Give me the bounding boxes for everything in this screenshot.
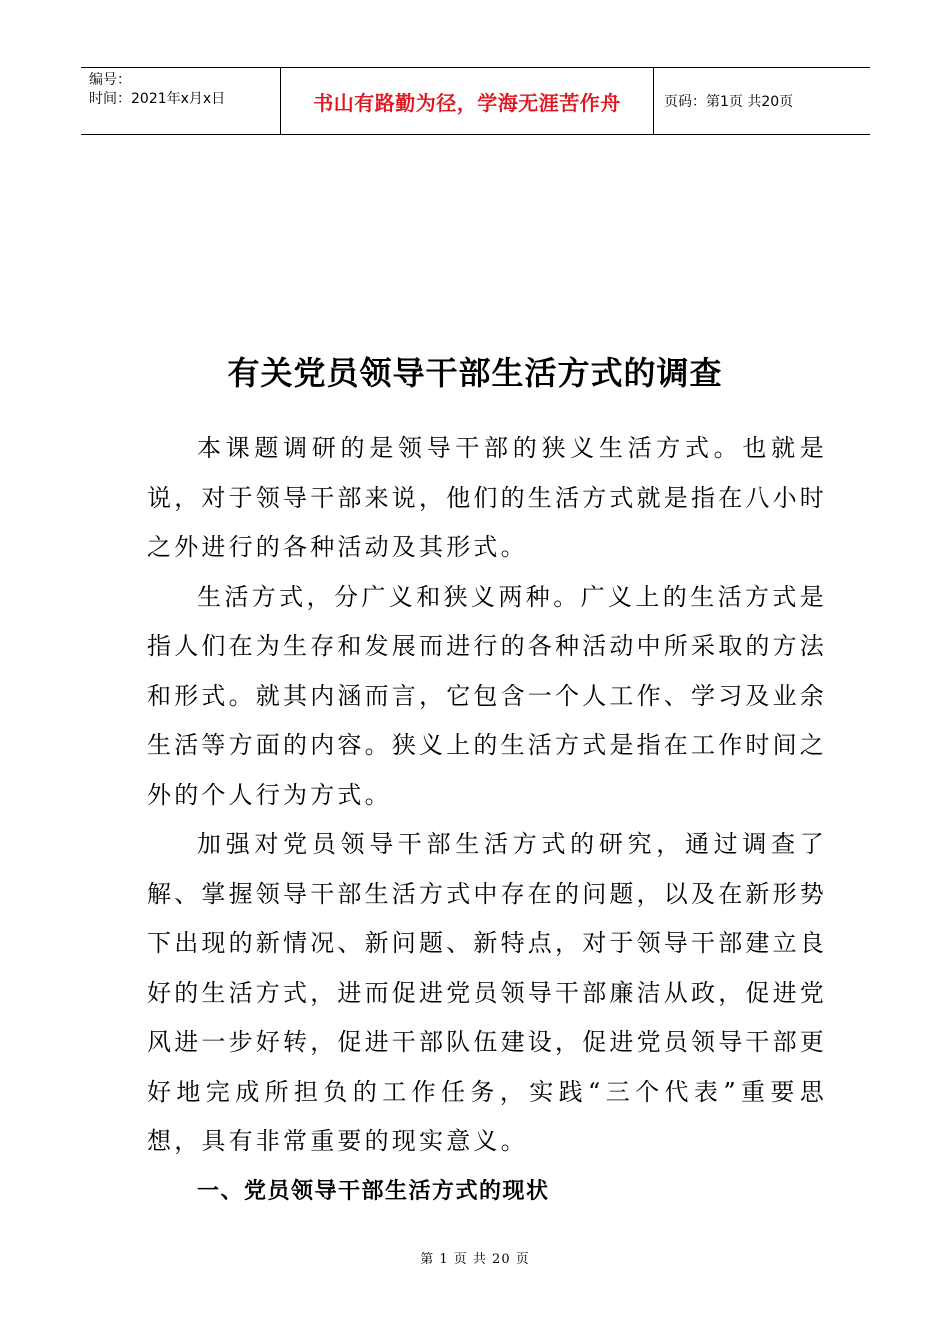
document-header: [81, 67, 870, 135]
document-title: 有关党员领导干部生活方式的调查: [227, 354, 723, 392]
header-page-number: 页码：第1页 共20页: [664, 94, 794, 110]
section-heading: 一、党员领导干部生活方式的现状: [197, 1178, 550, 1204]
paragraph: 加强对党员领导干部生活方式的研究，通过调查了解、掌握领导干部生活方式中存在的问题，以及在新形势下出现的新情况、新问题、新特点，对于领导干部建立良好的生活方式，进而促进党员领导干部廉洁从政，促进党风进一步好转，促进干部队伍建设，促进党员领导干部更好地完成所担负的工作任务，实践“三个代表”重要思想，具有非常重要的现实意义。: [147, 830, 827, 1155]
document-body: [147, 424, 827, 1216]
header-motto: 书山有路勤为径，学海无涯苦作舟: [281, 68, 654, 134]
document-number: 编号：: [89, 72, 131, 88]
paragraph: 本课题调研的是领导干部的狭义生活方式。也就是说，对于领导干部来说，他们的生活方式就是指在八小时之外进行的各种活动及其形式。: [147, 434, 827, 561]
header-meta-cell: [81, 68, 281, 134]
paragraph: 生活方式，分广义和狭义两种。广义上的生活方式是指人们在为生存和发展而进行的各种活动中所采取的方法和形式。就其内涵而言，它包含一个人工作、学习及业余生活等方面的内容。狭义上的生活方式是指在工作时间之外的个人行为方式。: [147, 582, 827, 809]
document-date: 时间：2021年x月x日: [89, 91, 226, 107]
page-footer: 第 1 页 共 20 页: [420, 1252, 530, 1267]
